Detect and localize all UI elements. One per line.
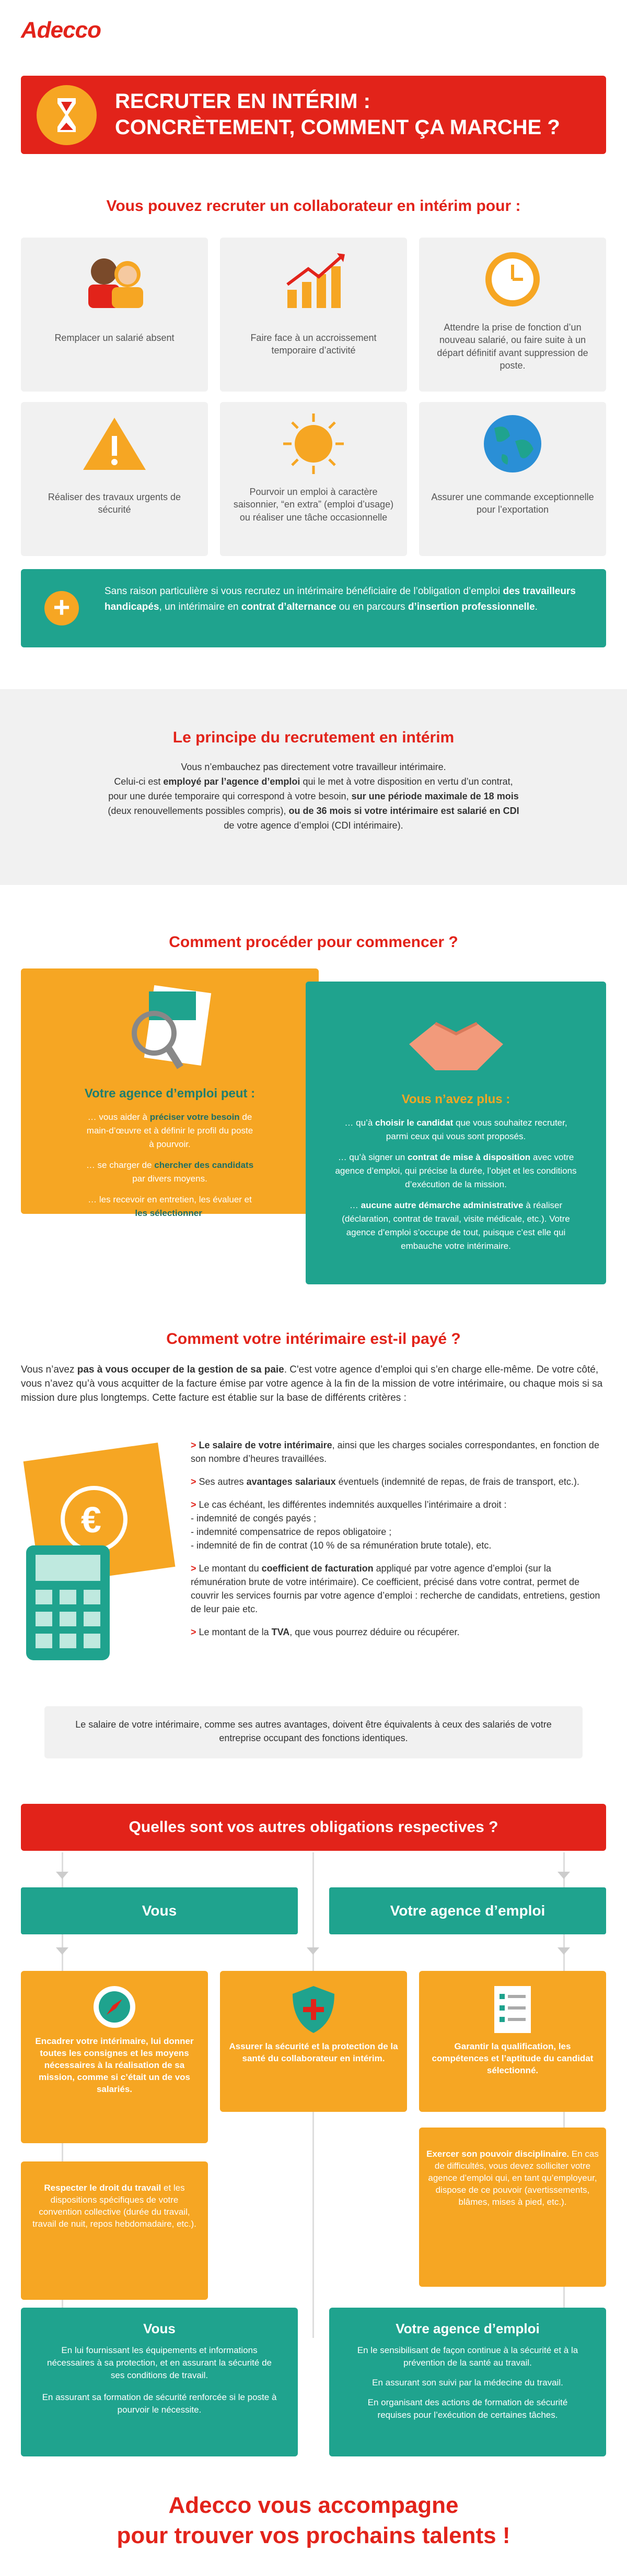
reason-card: Pourvoir un emploi à caractère saisonnier, “en extra” (emploi d’usage) ou réaliser une tâche occasionnelle [220, 402, 407, 556]
section3-title: Comment procéder pour commencer ? [169, 933, 458, 951]
section4-title: Comment votre intérimaire est-il payé ? [166, 1330, 461, 1348]
reason-card: Attendre la prise de fonction d’un nouveau salarié, ou faire suite à un départ définitif avant suppression de poste. [419, 238, 606, 392]
agency-can-box: Votre agence d’emploi peut : … vous aider à préciser votre besoin de main-d’œuvre et à définir le profil du poste à pourvoir. … se charger de chercher des candidats par divers moyens. … les recevoir en entretien, les évaluer et les sélectionner. [21, 968, 319, 1214]
pay-criteria-list: > Le salaire de votre intérimaire, ainsi que les charges sociales correspondantes, en fonction de son nombre d’heures travaillées. > Ses autres avantages salariaux éventuels (indemnité de repas, de frais de transport, etc.). > Le cas échéant, les différentes indemnités auxquelles l’intérimaire a droit : - indemnité de congés payés ; - indemnité compensatrice de repos obligatoire ; - indemnité de fin de contrat (10 % de sa rémunération brute totale), etc. > Le montant du coefficient de facturation appliqué par votre agence d’emploi (sur la rémunération brute de votre intérimaire). Ce coefficient, précisé dans votre contrat, permet de couvrir les services fournis par votre agence d’emploi : recherche de candidats, entretiens, gestion de leur paie etc. > Le montant de la TVA, que vous pourrez déduire ou récupérer. [191, 1440, 600, 1637]
reason-card: Remplacer un salarié absent [21, 238, 208, 392]
section1-note: + Sans raison particulière si vous recrutez un intérimaire bénéficiaire de l’obligation d’emploi des travailleurs handicapés, un intérimaire en contrat d’alternance ou en parcours d’insertion professionnelle. [21, 569, 606, 647]
svg-text:€: € [81, 1499, 101, 1540]
warning-icon [73, 412, 156, 475]
shield-cross-icon [290, 1983, 337, 2036]
safety-vous-box: Vous En lui fournissant les équipements et informations nécessaires à sa protection, et en assurant la sécurité de ses conditions de travail. En assurant sa formation de sécurité renforcée si le poste à pourvoir le nécessite. [21, 2308, 298, 2456]
section2-title: Le principe du recrutement en intérim [172, 729, 455, 746]
obligation-box: Respecter le droit du travail et les dispositions spécifiques de votre convention collective (durée du travail, travail de nuit, repos hebdomadaire, etc.). [21, 2161, 208, 2300]
principle-section: Le principe du recrutement en intérim Vous n’embauchez pas directement votre travailleur intérimaire. Celui-ci est employé par l’agence d’emploi qui le met à votre disposition en vertu d’un contrat, pour une durée temporaire qui correspond à votre besoin, sur une période maximale de 18 mois (deux renouvellements possibles compris), ou de 36 mois si votre intérimaire est salarié en CDI de votre agence d’emploi (CDI intérimaire). [0, 689, 627, 885]
pay-note: Le salaire de votre intérimaire, comme ses autres avantages, doivent être équivalents à ceux des salariés de votre entreprise occupant des fonctions identiques. [44, 1706, 583, 1758]
title-banner [21, 76, 606, 154]
document-icon [118, 981, 222, 1075]
footer-tagline: Adecco vous accompagne pour trouver vos prochains talents ! [117, 2492, 510, 2548]
adecco-logo: Adecco [21, 17, 101, 43]
people-icon [73, 248, 156, 311]
hourglass-icon [37, 85, 97, 145]
compass-icon [91, 1983, 138, 2030]
safety-agence-box: Votre agence d’emploi En le sensibilisant de façon continue à la sécurité et à la prévention de la santé au travail. En assurant son suivi par la médecine du travail. En organisant des actions de formation de sécurité requises pour l’exécution de certaines tâches. [329, 2308, 606, 2456]
section1-title: Vous pouvez recruter un collaborateur en intérim pour : [106, 197, 521, 215]
reason-card: Réaliser des travaux urgents de sécurité [21, 402, 208, 556]
obligation-box: Assurer la sécurité et la protection de la santé du collaborateur en intérim. [220, 1971, 407, 2112]
section5-title: Quelles sont vos autres obligations respectives ? [21, 1804, 606, 1851]
plus-icon: + [44, 591, 79, 625]
bar-chart-icon [272, 248, 355, 311]
clock-icon [471, 248, 554, 311]
reason-card: Assurer une commande exceptionnelle pour l’exportation [419, 402, 606, 556]
sun-icon [272, 412, 355, 475]
checklist-icon [489, 1983, 536, 2036]
you-only-box: Vous n’avez plus : … qu’à choisir le candidat que vous souhaitez recruter, parmi ceux qui vous sont proposés. … qu’à signer un contrat de mise à disposition avec votre agence d’emploi, qui précise la durée, l’objet et les conditions d’exécution de la mission. … aucune autre démarche administrative à réaliser (déclaration, contrat de travail, visite médicale, etc.). Votre agence d’emploi s’occupe de tout, puisque c’est elle qui embauche votre intérimaire. [306, 982, 606, 1284]
pay-intro: Vous n’avez pas à vous occuper de la gestion de sa paie. C'est votre agence d’emploi qui s’en charge elle-même. De votre côté, vous n’avez qu’à vous acquitter de la facture émise par votre agence à la fin de la mission de votre intérimaire, ou chaque mois si sa mission dure plus longtemps. Cette facture est établie sur la base de différents critères : [21, 1364, 603, 1403]
col-agence-header: Votre agence d’emploi [329, 1887, 606, 1934]
globe-icon [471, 412, 554, 475]
obligation-box: Exercer son pouvoir disciplinaire. En cas de difficultés, vous devez solliciter votre agence d’emploi qui, en tant qu’employeur, dispose de ce pouvoir (avertissements, blâmes, mises à pied, etc.). [419, 2128, 606, 2287]
obligation-box: Encadrer votre intérimaire, lui donner toutes les consignes et les moyens nécessaires à la réalisation de sa mission, comme si c’était un de vos salariés. [21, 1971, 208, 2143]
obligation-box: Garantir la qualification, les compétences et l’aptitude du candidat sélectionné. [419, 1971, 606, 2112]
calculator-icon [21, 1540, 115, 1665]
reason-card: Faire face à un accroissement temporaire d’activité [220, 238, 407, 392]
page-title: RECRUTER EN INTÉRIM : CONCRÈTEMENT, COMMENT ÇA MARCHE ? [115, 90, 560, 139]
col-vous-header: Vous [21, 1887, 298, 1934]
handshake-icon [399, 1002, 514, 1086]
